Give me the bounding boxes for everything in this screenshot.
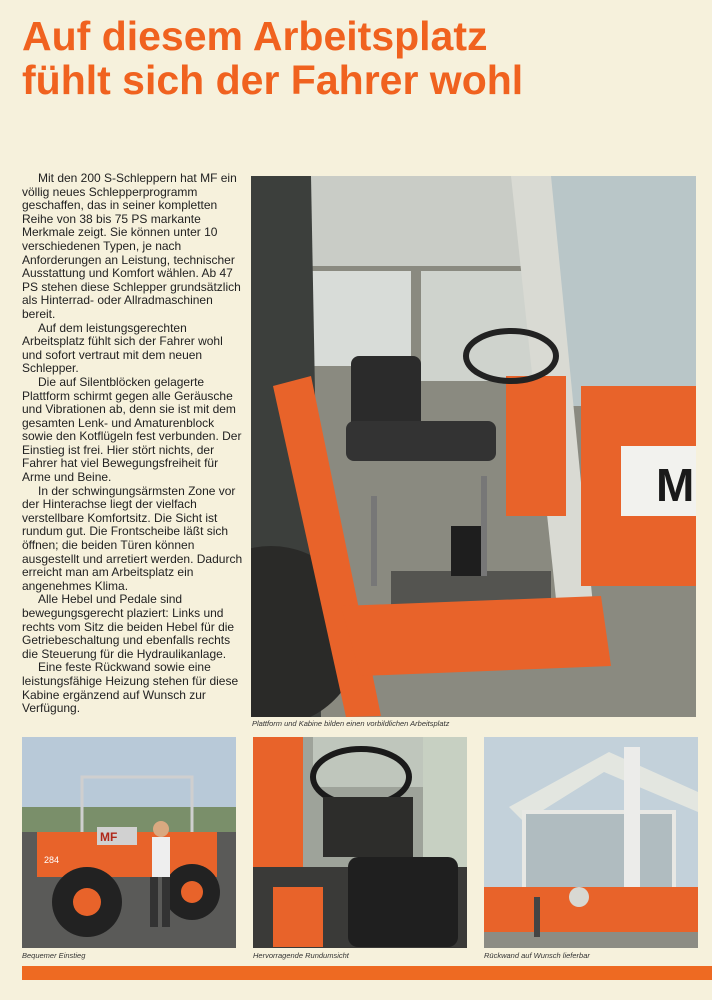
tractor-model-label: 284 (44, 855, 60, 865)
body-text (22, 172, 244, 716)
tractor-label: MF (100, 830, 118, 844)
headline-line-1: Auf diesem Arbeitsplatz (22, 13, 488, 59)
visibility-photo-caption: Hervorragende Rundumsicht (253, 951, 349, 960)
boarding-photo (22, 737, 236, 948)
rear-wall-photo-caption: Rückwand auf Wunsch lieferbar (484, 951, 590, 960)
body-paragraph: Alle Hebel und Pedale sind bewegungsgerecht plaziert: Links und rechts vom Sitz die beiden Hebel für die Getriebeschaltung und ebenfalls rechts die Steuerung für die Hydraulikanlage. (22, 592, 235, 661)
main-cab-photo (251, 176, 696, 717)
boarding-photo-caption: Bequemer Einstieg (22, 951, 86, 960)
bottom-accent-bar (22, 966, 712, 980)
body-paragraph: In der schwingungsärmsten Zone vor der Hinterachse liegt der vielfach verstellbare Komfortsitz. Die Sicht ist rundum gut. Die Frontscheibe läßt sich öffnen; die beiden Türen können ausgestellt und arretiert werden. Dadurch erreicht man am Arbeitsplatz ein angenehmes Klima. (22, 483, 243, 593)
main-photo-badge: M (656, 459, 695, 511)
rear-wall-photo (484, 737, 698, 948)
visibility-photo (253, 737, 467, 948)
headline-line-2: fühlt sich der Fahrer wohl (22, 57, 524, 103)
body-paragraph: Eine feste Rückwand sowie eine leistungsfähige Heizung stehen für diese Kabine ergänzend auf Wunsch zur Verfügung. (22, 660, 239, 716)
body-paragraph: Auf dem leistungsgerechten Arbeitsplatz fühlt sich der Fahrer wohl und sofort vertraut mit dem neuen Schlepper. (22, 320, 223, 376)
body-paragraph: Mit den 200 S-Schleppern hat MF ein völlig neues Schlepperprogramm geschaffen, das in seiner kompletten Reihe von 38 bis 75 PS markante Merkmale zeigt. Sie können unter 10 verschiedenen Typen, je nach Anforderungen an Leistung, technischer Ausstattung und Komfort wählen. Ab 47 PS stehen diese Schlepper grundsätzlich als Hinterrad- oder Allradmaschinen bereit. (22, 171, 241, 321)
page-headline (22, 14, 702, 102)
body-paragraph: Die auf Silentblöcken gelagerte Plattform schirmt gegen alle Geräusche und Vibrationen ab, denn sie ist mit dem gesamten Lenk- und Amaturenblock sowie den Kotflügeln fest verbunden. Der Einstieg ist frei. Hier stört nichts, der Fahrer hat viel Bewegungsfreiheit für Arme und Beine. (22, 374, 242, 485)
main-photo-caption: Plattform und Kabine bilden einen vorbildlichen Arbeitsplatz (252, 719, 450, 728)
